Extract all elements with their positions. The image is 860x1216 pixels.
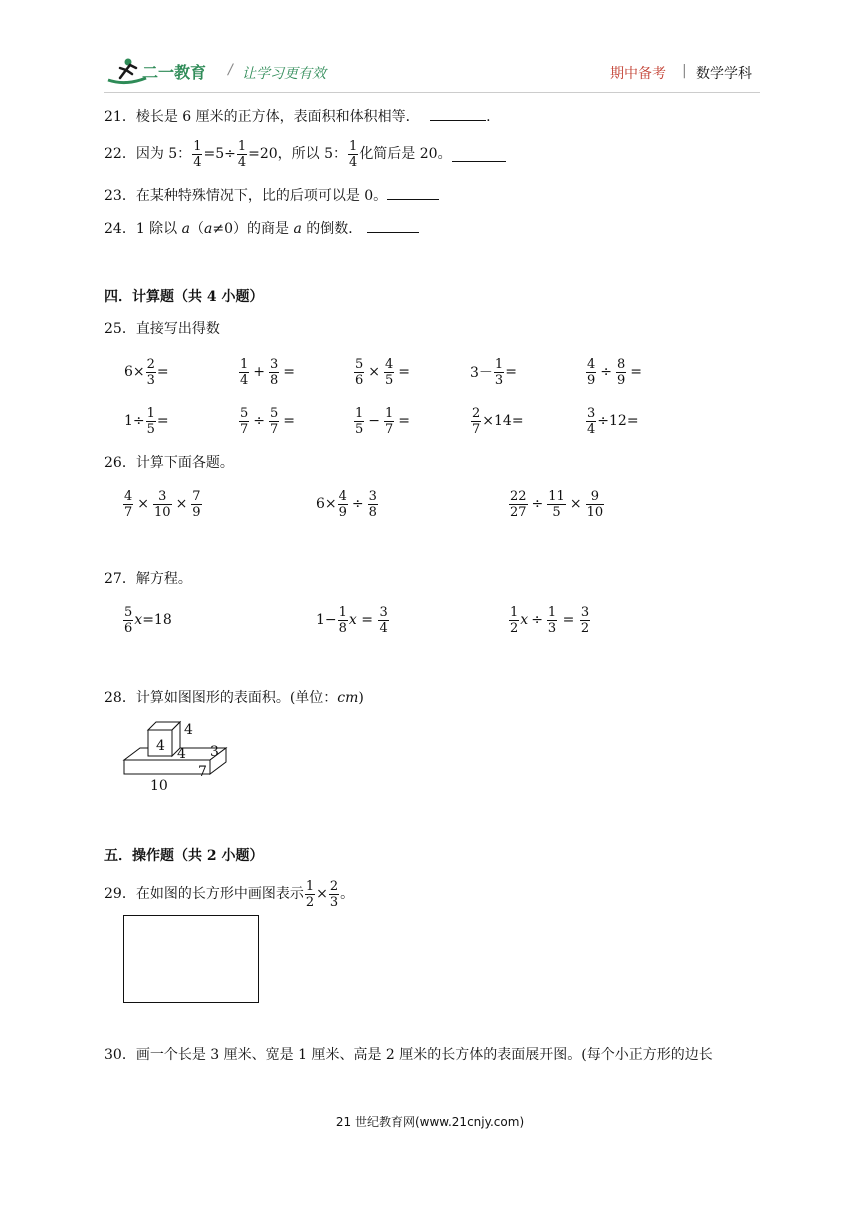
question-21 (104, 106, 491, 127)
unit: cm (337, 690, 359, 706)
box-length-label: 10 (150, 778, 168, 794)
var-a: a (181, 221, 190, 237)
var-a: a (293, 221, 302, 237)
text-segment: ≠0）的商是 (212, 221, 294, 237)
text-segment: 因为 5： (135, 146, 192, 162)
calc-expr: $\frac{4}{9}$ ÷ $\frac{8}{9}$ = (587, 356, 643, 388)
question-26 (104, 453, 234, 473)
question-text: 棱长是 6 厘米的正方体，表面积和体积相等． (135, 109, 420, 125)
calc-expr: $\frac{4}{7}$ × $\frac{3}{10}$ × $\frac{7}{9}$ (124, 488, 201, 520)
section-4-title: 四．计算题（共 4 小题） (104, 289, 264, 305)
question-number: 25． (104, 321, 136, 337)
text-segment: ) (358, 690, 364, 706)
operator: × (316, 886, 328, 902)
end-mark: . (486, 109, 491, 125)
question-text: 在某种特殊情况下，比的后项可以是 0。 (135, 188, 388, 204)
text-segment: =20，所以 5： (248, 146, 348, 162)
header-badge: 期中备考 (610, 66, 666, 82)
question-number: 22． (104, 146, 136, 162)
question-number: 28． (104, 690, 136, 706)
answer-blank[interactable] (387, 185, 439, 200)
question-23 (104, 185, 439, 206)
logo-text: 二一教育 (142, 63, 207, 82)
question-27 (104, 569, 192, 589)
question-text: 直接写出得数 (135, 321, 220, 337)
calc-expr: $\frac{5}{7}$ ÷ $\frac{5}{7}$ = (240, 405, 296, 437)
calc-expr: 6× $\frac{2}{3}$ = (124, 356, 169, 388)
answer-blank[interactable] (367, 218, 419, 233)
question-text: 计算如图图形的表面积。(单位： (135, 690, 338, 706)
header-rule (104, 92, 760, 93)
equation: $\frac{1}{2}$ x ÷ $\frac{1}{3}$ = $\frac{3}{2}$ (510, 604, 590, 636)
question-number: 24． (104, 221, 136, 237)
text-segment: =5÷ (203, 146, 236, 162)
text-segment: 1 除以 (135, 221, 182, 237)
brand-logo (106, 56, 216, 90)
page-footer: 21 世纪教育网(www.21cnjy.com) (335, 1115, 525, 1129)
box-height-label: 3 (210, 744, 219, 760)
question-number: 30． (104, 1047, 136, 1063)
calc-expr: $\frac{22}{27}$ ÷ $\frac{11}{5}$ × $\frac{9}{10}$ (510, 488, 604, 520)
box-width-label: 7 (198, 764, 207, 780)
var-a: a (204, 221, 213, 237)
calc-expr: 1÷ $\frac{1}{5}$ = (124, 405, 169, 437)
question-30 (104, 1045, 713, 1065)
cube-front-label: 4 (156, 738, 165, 754)
question-text: 画一个长是 3 厘米、宽是 1 厘米、高是 2 厘米的长方体的表面展开图。(每个小正方形的边长 (135, 1047, 713, 1063)
calc-expr: $\frac{2}{7}$ ×14= (472, 405, 524, 437)
calc-expr: 3－ $\frac{1}{3}$ = (470, 356, 517, 388)
question-29 (104, 874, 354, 914)
question-number: 29． (104, 886, 136, 902)
question-text: 计算下面各题。 (135, 455, 234, 471)
equation: 1− $\frac{1}{8}$ x = $\frac{3}{4}$ (316, 604, 388, 636)
question-24 (104, 218, 419, 239)
question-number: 21． (104, 109, 136, 125)
answer-blank[interactable] (452, 147, 506, 162)
header-slash: / (228, 62, 233, 78)
question-number: 27． (104, 571, 136, 587)
calc-expr: $\frac{3}{4}$ ÷12= (587, 405, 639, 437)
calc-expr: $\frac{1}{5}$ − $\frac{1}{7}$ = (355, 405, 411, 437)
text-segment: 的倒数． (301, 221, 363, 237)
fraction: $\frac{1}{4}$ (237, 138, 247, 170)
text-segment: （ (190, 221, 204, 237)
fraction: $\frac{1}{4}$ (349, 138, 358, 170)
calc-expr: 6× $\frac{4}{9}$ ÷ $\frac{3}{8}$ (316, 488, 377, 520)
fraction: $\frac{1}{2}$ (305, 878, 315, 910)
fraction: $\frac{2}{3}$ (329, 878, 339, 910)
question-25 (104, 319, 220, 339)
calc-expr: $\frac{1}{4}$ + $\frac{3}{8}$ = (240, 356, 296, 388)
cube-side-label: 4 (177, 746, 186, 762)
question-number: 26． (104, 455, 136, 471)
equation: $\frac{5}{6}$ x =18 (124, 604, 172, 636)
section-5-title: 五．操作题（共 2 小题） (104, 848, 264, 864)
cube-top-label: 4 (184, 722, 193, 738)
header-divider: | (682, 63, 687, 79)
end-mark: 。 (340, 886, 355, 902)
solid-figure (120, 718, 240, 802)
question-28 (104, 688, 364, 708)
text-segment: 化简后是 20。 (359, 146, 452, 162)
question-22 (104, 136, 506, 172)
header-subject: 数学学科 (696, 66, 752, 82)
fraction: $\frac{1}{4}$ (193, 138, 202, 170)
calc-expr: $\frac{5}{6}$ × $\frac{4}{5}$ = (355, 356, 411, 388)
question-text: 在如图的长方形中画图表示 (135, 886, 304, 902)
question-number: 23． (104, 188, 136, 204)
question-text: 解方程。 (135, 571, 192, 587)
answer-blank[interactable] (430, 106, 486, 121)
drawing-rectangle[interactable] (123, 915, 259, 1003)
header-slogan: 让学习更有效 (242, 66, 326, 82)
